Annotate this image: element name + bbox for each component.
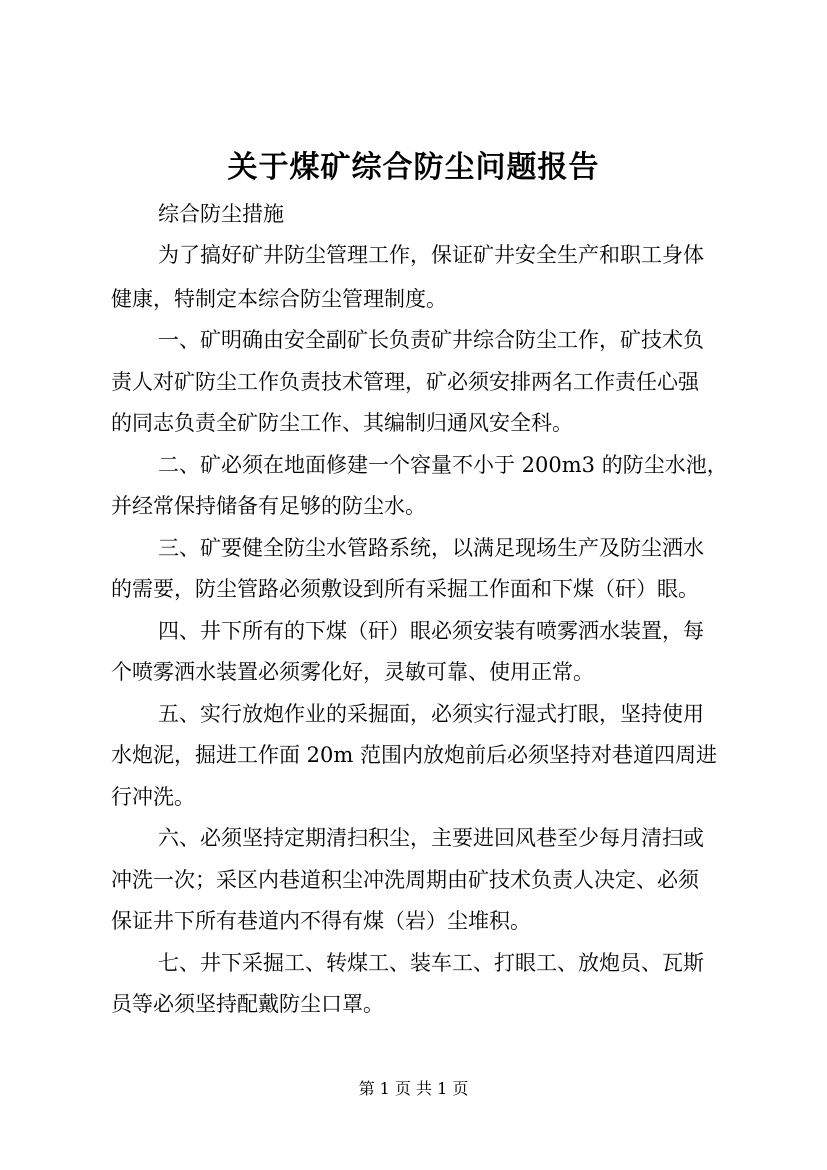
page-title: 关于煤矿综合防尘问题报告 xyxy=(227,150,600,185)
paragraph-line: 水炮泥，掘进工作面 20m 范围内放炮前后必须坚持对巷道四周进 xyxy=(111,743,717,767)
paragraph-line: 健康，特制定本综合防尘管理制度。 xyxy=(111,287,447,311)
paragraph-line: 四、井下所有的下煤（矸）眼必须安装有喷雾洒水装置，每 xyxy=(158,619,704,643)
paragraph-line: 个喷雾洒水装置必须雾化好，灵敏可靠、使用正常。 xyxy=(111,660,594,684)
section-heading: 综合防尘措施 xyxy=(158,202,284,226)
paragraph-line: 二、矿必须在地面修建一个容量不小于 200m3 的防尘水池， xyxy=(158,453,728,477)
paragraph-line: 五、实行放炮作业的采掘面，必须实行湿式打眼，坚持使用 xyxy=(158,702,704,726)
page-footer: 第 1 页 共 1 页 xyxy=(358,1079,469,1098)
paragraph-line: 并经常保持储备有足够的防尘水。 xyxy=(111,494,426,518)
paragraph-line: 冲洗一次；采区内巷道积尘冲洗周期由矿技术负责人决定、必须 xyxy=(111,868,699,892)
paragraph-line: 为了搞好矿井防尘管理工作，保证矿井安全生产和职工身体 xyxy=(158,243,704,267)
paragraph-line: 保证井下所有巷道内不得有煤（岩）尘堆积。 xyxy=(111,909,531,933)
paragraph-line: 的同志负责全矿防尘工作、其编制归通风安全科。 xyxy=(111,411,573,435)
paragraph-line: 员等必须坚持配戴防尘口罩。 xyxy=(111,992,384,1016)
paragraph-line: 责人对矿防尘工作负责技术管理，矿必须安排两名工作责任心强 xyxy=(111,370,699,394)
paragraph-line: 六、必须坚持定期清扫积尘，主要进回风巷至少每月清扫或 xyxy=(158,826,704,850)
paragraph-line: 三、矿要健全防尘水管路系统，以满足现场生产及防尘洒水 xyxy=(158,536,704,560)
paragraph-line: 的需要，防尘管路必须敷设到所有采掘工作面和下煤（矸）眼。 xyxy=(111,577,699,601)
paragraph-line: 行冲洗。 xyxy=(111,785,195,809)
paragraph-line: 七、井下采掘工、转煤工、装车工、打眼工、放炮员、瓦斯 xyxy=(158,951,704,975)
paragraph-line: 一、矿明确由安全副矿长负责矿井综合防尘工作，矿技术负 xyxy=(158,328,704,352)
